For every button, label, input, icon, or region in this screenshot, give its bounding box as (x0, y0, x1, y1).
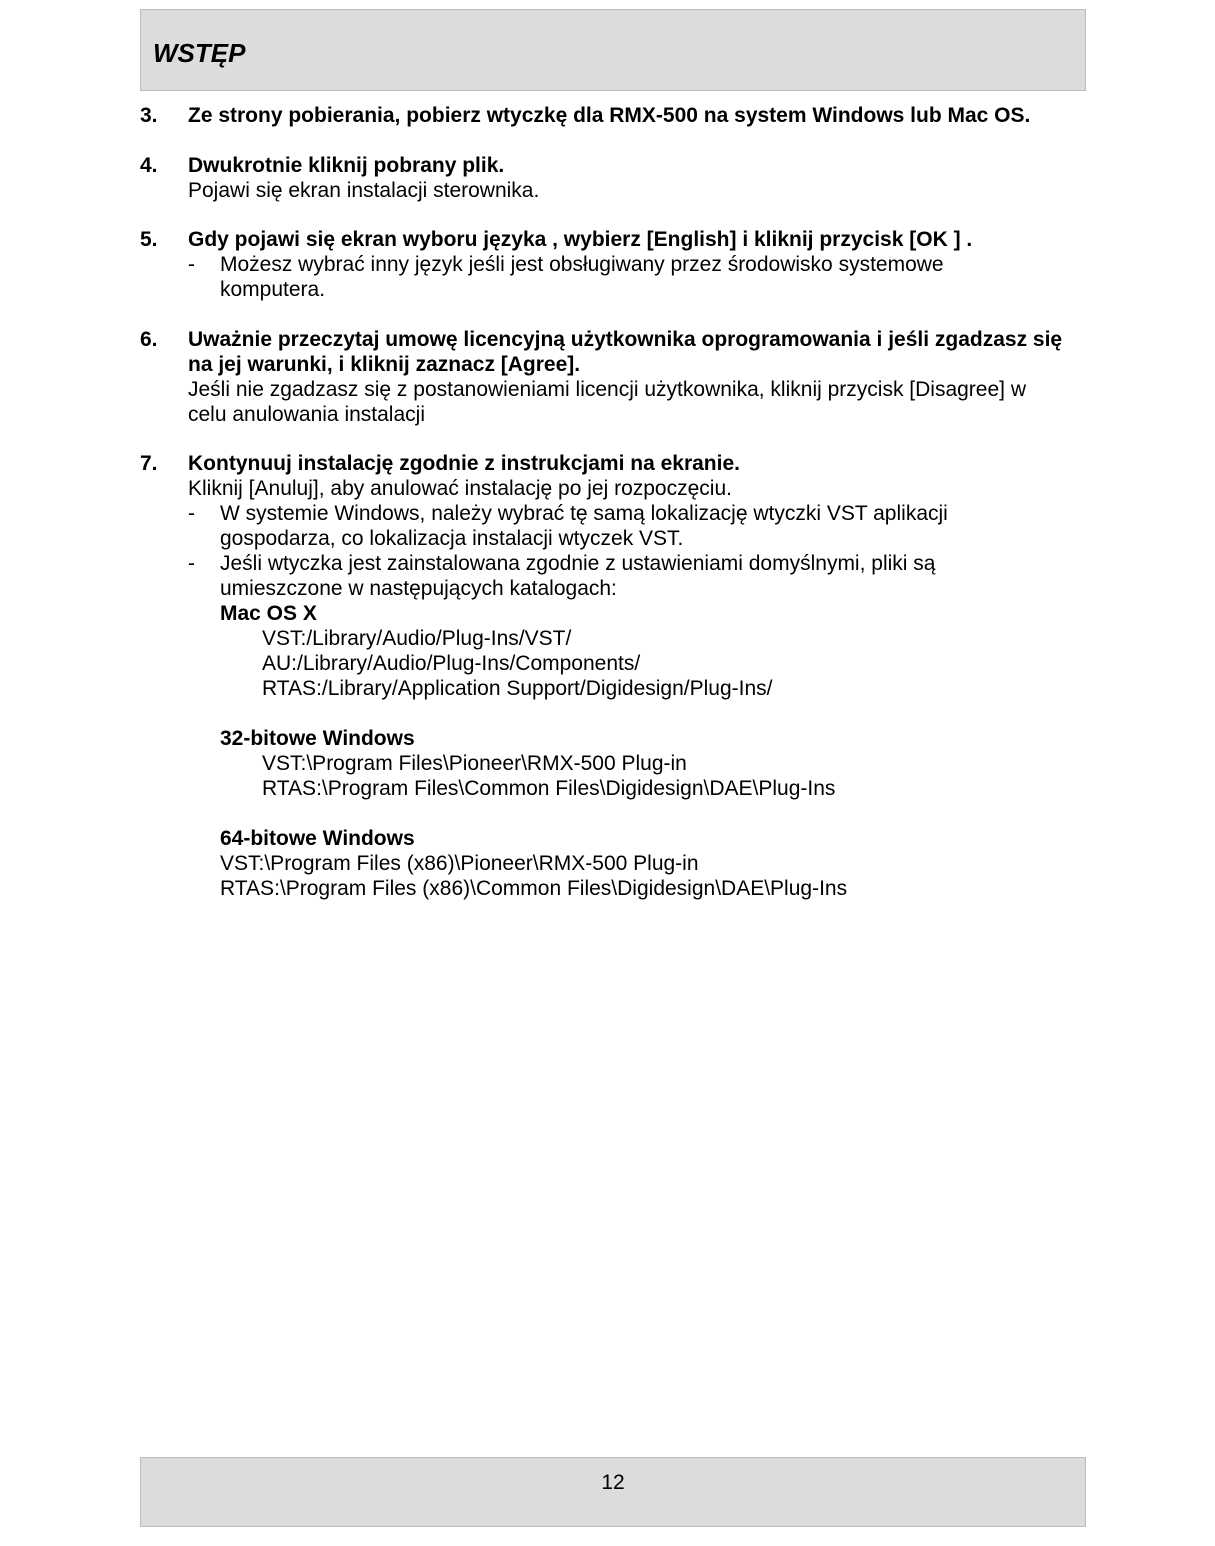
step-4 (140, 153, 1090, 203)
win64-heading: 64-bitowe Windows (220, 827, 415, 850)
step-7 (140, 451, 1090, 901)
install-paths (188, 601, 1090, 901)
step-text: Pojawi się ekran instalacji sterownika. (188, 179, 540, 202)
step-title: Dwukrotnie kliknij pobrany plik. (188, 154, 505, 177)
bullet-dash: - (188, 552, 195, 575)
step-number: 4. (140, 154, 158, 177)
step-5 (140, 227, 1090, 302)
bullet-item (188, 252, 1020, 302)
step-title: Ze strony pobierania, pobierz wtyczkę dla RMX-500 na system Windows lub Mac OS. (188, 104, 1031, 127)
step-6 (140, 327, 1090, 427)
step-number: 5. (140, 228, 158, 251)
header-band (140, 9, 1086, 91)
mac-os-heading: Mac OS X (220, 602, 317, 625)
step-text: Jeśli nie zgadzasz się z postanowieniami licencji użytkownika, kliknij przycisk [Disagree] w celu anulowania instalacji (188, 378, 1026, 426)
step-text: Kliknij [Anuluj], aby anulować instalację po jej rozpoczęciu. (188, 477, 732, 500)
bullet-text: Możesz wybrać inny język jeśli jest obsługiwany przez środowisko systemowe komputera. (220, 253, 944, 301)
bullet-text: W systemie Windows, należy wybrać tę samą lokalizację wtyczki VST aplikacji gospodarza, co lokalizacja instalacji wtyczek VST. (220, 502, 948, 550)
step-title: Uważnie przeczytaj umowę licencyjną użytkownika oprogramowania i jeśli zgadzasz się na jej warunki, i kliknij zaznacz [Agree]. (188, 328, 1063, 376)
bullet-item (188, 501, 1030, 551)
path-win32-vst: VST:\Program Files\Pioneer\RMX-500 Plug-in (262, 752, 687, 775)
bullet-dash: - (188, 502, 195, 525)
path-mac-vst: VST:/Library/Audio/Plug-Ins/VST/ (262, 627, 572, 650)
path-mac-rtas: RTAS:/Library/Application Support/Digidesign/Plug-Ins/ (262, 677, 773, 700)
step-number: 3. (140, 104, 158, 127)
win32-heading: 32-bitowe Windows (220, 727, 415, 750)
path-win64-rtas: RTAS:\Program Files (x86)\Common Files\Digidesign\DAE\Plug-Ins (220, 877, 848, 900)
bullet-dash: - (188, 253, 195, 276)
bullet-item (188, 551, 1010, 601)
path-mac-au: AU:/Library/Audio/Plug-Ins/Components/ (262, 652, 641, 675)
page-number: 12 (601, 1471, 625, 1494)
step-title: Kontynuuj instalację zgodnie z instrukcjami na ekranie. (188, 452, 740, 475)
step-number: 6. (140, 328, 158, 351)
step-number: 7. (140, 452, 158, 475)
step-title: Gdy pojawi się ekran wyboru języka , wybierz [English] i kliknij przycisk [OK ] . (188, 228, 973, 251)
step-3 (140, 103, 1090, 128)
page-title: WSTĘP (153, 38, 246, 68)
bullet-text: Jeśli wtyczka jest zainstalowana zgodnie z ustawieniami domyślnymi, pliki są umieszczone w następujących katalogach: (220, 552, 936, 600)
path-win64-vst: VST:\Program Files (x86)\Pioneer\RMX-500 Plug-in (220, 852, 699, 875)
path-win32-rtas: RTAS:\Program Files\Common Files\Digidesign\DAE\Plug-Ins (262, 777, 836, 800)
footer-band (140, 1457, 1086, 1527)
